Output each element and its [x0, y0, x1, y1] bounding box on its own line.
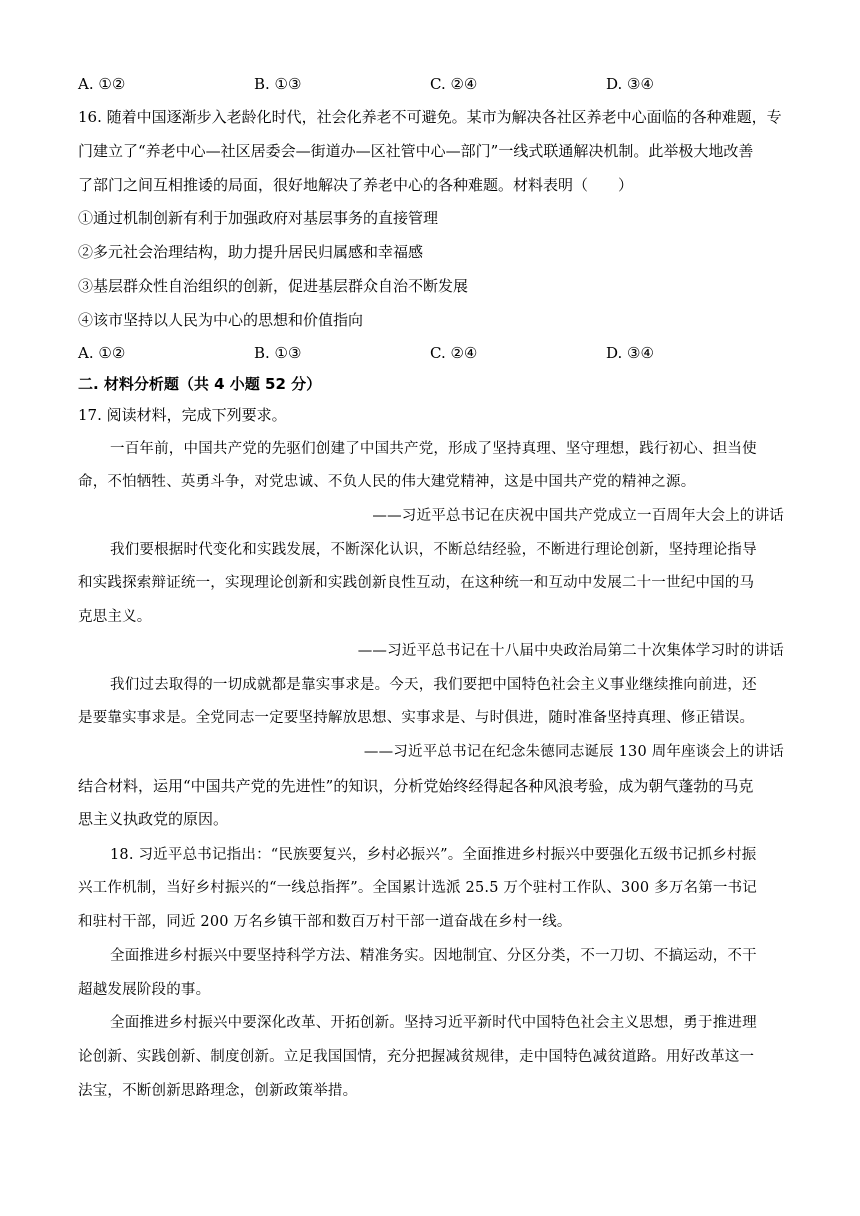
q18-paragraph-2-line-1: 全面推进乡村振兴中要坚持科学方法、精准务实。因地制宜、分区分类，不一刀切、不搞运动，不干: [110, 948, 757, 964]
q18-paragraph-3-line-1: 全面推进乡村振兴中要深化改革、开拓创新。坚持习近平新时代中国特色社会主义思想，勇于推进理: [110, 1015, 757, 1031]
q18-paragraph-3-line-3: 法宝，不断创新思路理念，创新政策举措。: [78, 1083, 358, 1099]
q17-material-1-line-1: 一百年前，中国共产党的先驱们创建了中国共产党，形成了坚持真理、坚守理想，践行初心、担当使: [110, 441, 757, 457]
q16-stem-line-2: 门建立了“养老中心—社区居委会—街道办—区社管中心—部门”一线式联通解决机制。此举极大地改善: [78, 142, 754, 160]
q16-option-d[interactable]: D. ③④: [606, 344, 654, 362]
q16-choice-3: ③基层群众性自治组织的创新，促进基层群众自治不断发展: [78, 277, 469, 295]
q17-material-3-line-2: 是要靠实事求是。全党同志一定要坚持解放思想、实事求是、与时俱进，随时准备坚持真理、修正错误。: [78, 710, 755, 726]
q17-task-line-2: 思主义执政党的原因。: [78, 810, 229, 828]
q15-option-d[interactable]: D. ③④: [606, 75, 654, 93]
q18-paragraph-3-line-2: 论创新、实践创新、制度创新。立足我国国情，充分把握减贫规律，走中国特色减贫道路。用好改革这一: [78, 1049, 755, 1065]
q18-paragraph-1-line-2: 兴工作机制，当好乡村振兴的“一线总指挥”。全国累计选派 25.5 万个驻村工作队、300 多万名第一书记: [78, 880, 758, 896]
q15-option-a[interactable]: A. ①②: [78, 75, 126, 93]
q16-options: [78, 343, 784, 363]
q17-source-1: ——习近平总书记在庆祝中国共产党成立一百周年大会上的讲话: [372, 508, 784, 524]
q16-option-b[interactable]: B. ①③: [254, 344, 302, 362]
q15-option-b[interactable]: B. ①③: [254, 75, 302, 93]
q16-stem-line-3: 了部门之间互相推诿的局面，很好地解决了养老中心的各种难题。材料表明（ ）: [78, 176, 634, 194]
section-heading: 二. 材料分析题（共 4 小题 52 分）: [78, 375, 322, 393]
q17-source-2: ——习近平总书记在十八届中央政治局第二十次集体学习时的讲话: [357, 643, 784, 659]
q15-options: [78, 74, 784, 94]
q17-stem: 17. 阅读材料，完成下列要求。: [78, 406, 287, 424]
q18-paragraph-2-line-2: 超越发展阶段的事。: [78, 982, 211, 998]
q18-paragraph-1-line-1: 18. 习近平总书记指出：“民族要复兴，乡村必振兴”。全面推进乡村振兴中要强化五级书记抓乡村振: [110, 847, 757, 863]
q17-material-3-line-1: 我们过去取得的一切成就都是靠实事求是。今天，我们要把中国特色社会主义事业继续推向前进，还: [110, 677, 757, 693]
q17-material-2-line-2: 和实践探索辩证统一，实现理论创新和实践创新良性互动，在这种统一和互动中发展二十一世纪中国的马: [78, 575, 755, 591]
q16-choice-1: ①通过机制创新有利于加强政府对基层事务的直接管理: [78, 209, 439, 227]
q17-material-2-line-1: 我们要根据时代变化和实践发展，不断深化认识，不断总结经验，不断进行理论创新，坚持理论指导: [110, 542, 757, 558]
q17-material-1-line-2: 命，不怕牺牲、英勇斗争，对党忠诚、不负人民的伟大建党精神，这是中国共产党的精神之源。: [78, 474, 696, 490]
q17-material-2-line-3: 克思主义。: [78, 609, 152, 625]
q16-option-c[interactable]: C. ②④: [430, 344, 478, 362]
q16-stem-line-1: 16. 随着中国逐渐步入老龄化时代，社会化养老不可避免。某市为解决各社区养老中心面临的各种难题，专: [78, 108, 782, 126]
q17-source-3: ——习近平总书记在纪念朱德同志诞辰 130 周年座谈会上的讲话: [363, 744, 784, 760]
q15-option-c[interactable]: C. ②④: [430, 75, 478, 93]
q17-task-line-1: 结合材料，运用“中国共产党的先进性”的知识，分析党始终经得起各种风浪考验，成为朝气蓬勃的马克: [78, 777, 754, 795]
q16-choice-4: ④该市坚持以人民为中心的思想和价值指向: [78, 311, 364, 329]
q16-option-a[interactable]: A. ①②: [78, 344, 126, 362]
q18-paragraph-1-line-3: 和驻村干部，同近 200 万名乡镇干部和数百万村干部一道奋战在乡村一线。: [78, 914, 572, 930]
q16-choice-2: ②多元社会治理结构，助力提升居民归属感和幸福感: [78, 243, 424, 261]
